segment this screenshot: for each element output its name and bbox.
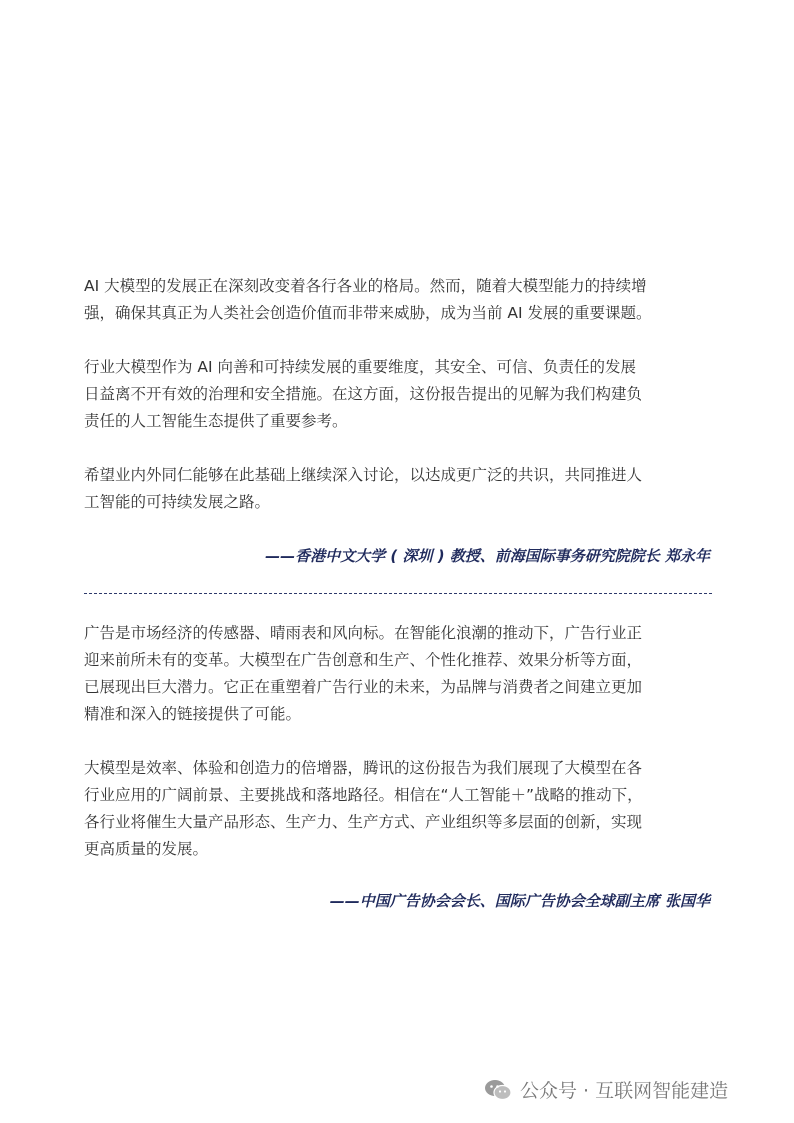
paragraph-line: 各行业将催生大量产品形态、生产力、生产方式、产业组织等多层面的创新，实现: [84, 813, 643, 831]
paragraph-line: 广告是市场经济的传感器、晴雨表和风向标。在智能化浪潮的推动下，广告行业正: [84, 624, 643, 642]
paragraph-line: 精准和深入的链接提供了可能。: [84, 705, 302, 723]
paragraph-line: 责任的人工智能生态提供了重要参考。: [84, 412, 348, 430]
wechat-icon: [484, 1078, 512, 1102]
paragraph-line: 行业大模型作为 AI 向善和可持续发展的重要维度，其安全、可信、负责任的发展: [84, 358, 637, 376]
signature-zheng-yongnian: ——香港中文大学 ( 深圳 ) 教授、前海国际事务研究院院长 郑永年: [265, 547, 710, 565]
paragraph-line: AI 大模型的发展正在深刻改变着各行各业的格局。然而，随着大模型能力的持续增: [84, 277, 647, 295]
paragraph-line: 已展现出巨大潜力。它正在重塑着广告行业的未来，为品牌与消费者之间建立更加: [84, 678, 643, 696]
paragraph-5: [84, 755, 712, 863]
paragraph-1: [84, 273, 712, 327]
paragraph-line: 大模型是效率、体验和创造力的倍增器，腾讯的这份报告为我们展现了大模型在各: [84, 759, 643, 777]
paragraph-line: 迎来前所未有的变革。大模型在广告创意和生产、个性化推荐、效果分析等方面，: [84, 651, 643, 669]
paragraph-line: 日益离不开有效的治理和安全措施。在这方面，这份报告提出的见解为我们构建负: [84, 385, 643, 403]
paragraph-line: 希望业内外同仁能够在此基础上继续深入讨论，以达成更广泛的共识，共同推进人: [84, 466, 643, 484]
paragraph-line: 行业应用的广阔前景、主要挑战和落地路径。相信在“人工智能＋”战略的推动下，: [84, 786, 643, 804]
wechat-watermark: [484, 1076, 728, 1103]
paragraph-3: [84, 462, 712, 516]
paragraph-4: [84, 620, 712, 728]
paragraph-line: 强，确保其真正为人类社会创造价值而非带来威胁，成为当前 AI 发展的重要课题。: [84, 304, 652, 322]
watermark-text: 公众号 · 互联网智能建造: [520, 1080, 729, 1102]
dashed-divider: [84, 593, 712, 594]
signature-zhang-guohua: ——中国广告协会会长、国际广告协会全球副主席 张国华: [329, 892, 710, 910]
paragraph-2: [84, 354, 712, 435]
paragraph-line: 工智能的可持续发展之路。: [84, 493, 271, 511]
paragraph-line: 更高质量的发展。: [84, 840, 209, 858]
